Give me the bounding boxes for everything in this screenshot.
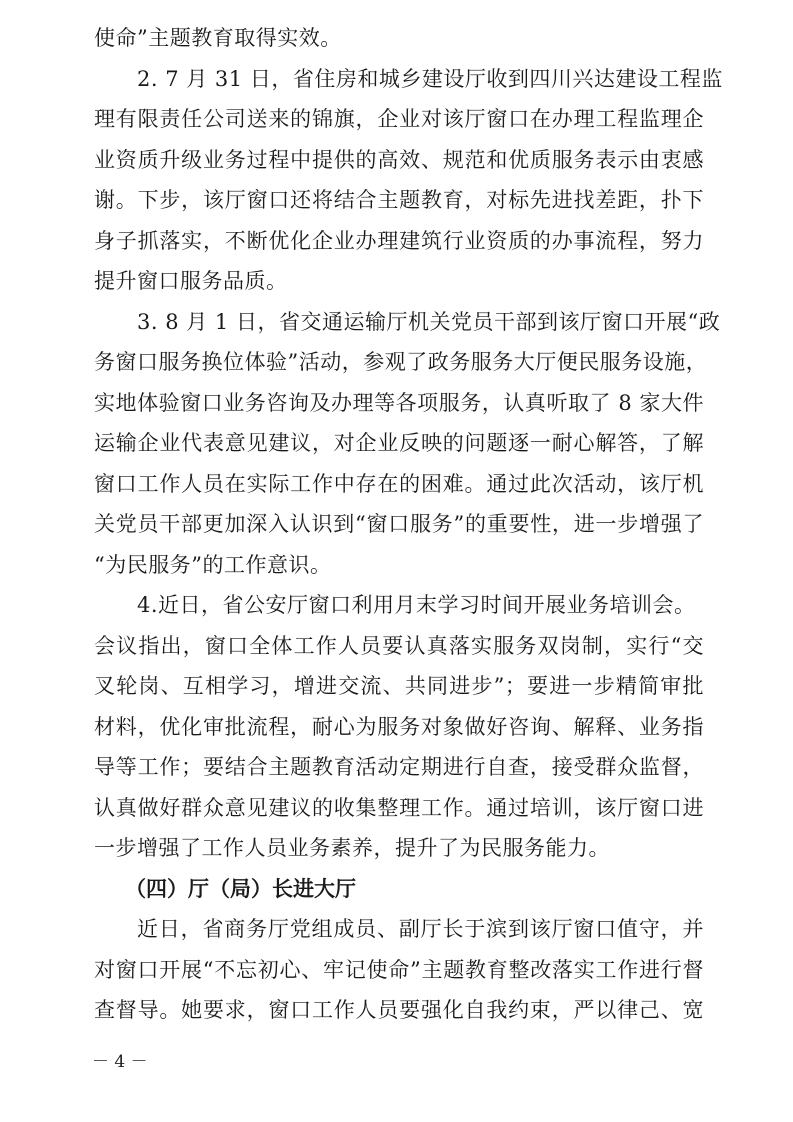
paragraph-line: 3. 8 月 1 日，省交通运输厅机关党员干部到该厅窗口开展“政	[137, 309, 721, 334]
paragraph-line: 2. 7 月 31 日，省住房和城乡建设厅收到四川兴达建设工程监	[137, 66, 723, 91]
paragraph-line: 材料，优化审批流程，耐心为服务对象做好咨询、解释、业务指	[94, 714, 704, 739]
paragraph-line: 提升窗口服务品质。	[94, 269, 288, 293]
page-number: － 4 －	[92, 1052, 148, 1072]
paragraph-line: 谢。下步，该厅窗口还将结合主题教育，对标先进找差距，扑下	[94, 188, 704, 212]
paragraph-line: 导等工作；要结合主题教育活动定期进行自查，接受群众监督，	[94, 755, 704, 779]
paragraph-line: 对窗口开展“不忘初心、牢记使命”主题教育整改落实工作进行督	[94, 957, 704, 982]
paragraph-line: 身子抓落实，不断优化企业办理建筑行业资质的办事流程，努力	[94, 228, 704, 253]
paragraph-line: 务窗口服务换位体验”活动，参观了政务服务大厅便民服务设施，	[94, 350, 708, 374]
paragraph-line: 4.近日，省公安厅窗口利用月末学习时间开展业务培训会。	[137, 593, 696, 617]
paragraph-line: 查督导。她要求，窗口工作人员要强化自我约束，严以律己、宽	[94, 998, 704, 1022]
paragraph-line: 窗口工作人员在实际工作中存在的困难。通过此次活动，该厅机	[94, 471, 704, 496]
paragraph-line: 理有限责任公司送来的锦旗，企业对该厅窗口在办理工程监理企	[94, 107, 704, 131]
paragraph-line: 业资质升级业务过程中提供的高效、规范和优质服务表示由衷感	[94, 147, 704, 172]
paragraph-line: 运输企业代表意见建议，对企业反映的问题逐一耐心解答，了解	[94, 431, 704, 455]
paragraph-line: 近日，省商务厅党组成员、副厅长于滨到该厅窗口值守，并	[137, 917, 704, 941]
section-heading: （四）厅（局）长进大厅	[125, 876, 356, 901]
paragraph-line: “为民服务”的工作意识。	[94, 552, 332, 577]
paragraph-line: 使命”主题教育取得实效。	[94, 26, 342, 50]
paragraph-line: 实地体验窗口业务咨询及办理等各项服务，认真听取了 8 家大件	[94, 390, 704, 415]
paragraph-line: 关党员干部更加深入认识到“窗口服务”的重要性，进一步增强了	[94, 512, 704, 536]
paragraph-line: 叉轮岗、互相学习，增进交流、共同进步”；要进一步精简审批	[94, 674, 704, 698]
paragraph-line: 一步增强了工作人员业务素养，提升了为民服务能力。	[94, 836, 610, 860]
paragraph-line: 会议指出，窗口全体工作人员要认真落实服务双岗制，实行“交	[94, 633, 704, 658]
paragraph-line: 认真做好群众意见建议的收集整理工作。通过培训，该厅窗口进	[94, 795, 704, 820]
